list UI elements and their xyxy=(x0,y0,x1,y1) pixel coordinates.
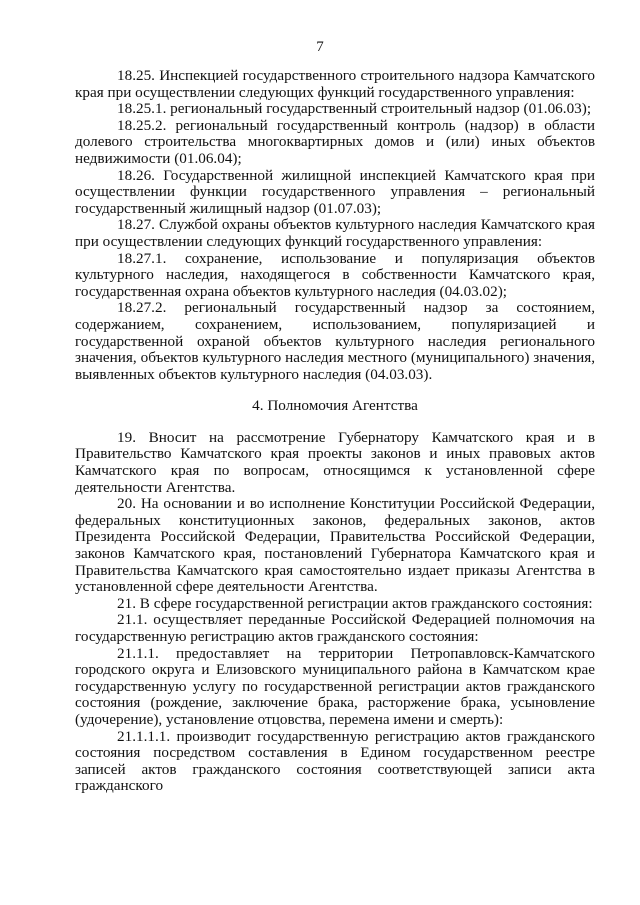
paragraph-18-27: 18.27. Службой охраны объектов культурного наследия Камчатского края при осуществлении следующих функций государственного управления: xyxy=(75,216,595,250)
page-number: 7 xyxy=(316,39,324,55)
document-body xyxy=(75,68,595,795)
section-heading: 4. Полномочия Агентства xyxy=(252,397,418,415)
paragraph-18-25: 18.25. Инспекцией государственного строительного надзора Камчатского края при осуществлении следующих функций государственного управления: xyxy=(75,67,595,101)
paragraph-18-27-1: 18.27.1. сохранение, использование и популяризация объектов культурного наследия, находящегося в собственности Камчатского края, государственная охрана объектов культурного наследия (04.03.02); xyxy=(75,249,595,300)
paragraph-18-25-2: 18.25.2. региональный государственный контроль (надзор) в области долевого строительства многоквартирных домов и (или) иных объектов недвижимости (01.06.04); xyxy=(75,116,595,167)
paragraph-19: 19. Вносит на рассмотрение Губернатору Камчатского края и в Правительство Камчатского края проекты законов и иных правовых актов Камчатского края по вопросам, относящимся к установленной сфере деятельности Агентства. xyxy=(75,428,595,496)
paragraph-21-1: 21.1. осуществляет переданные Российской Федерацией полномочия на государственную регистрацию актов гражданского состояния: xyxy=(75,611,595,645)
paragraph-21: 21. В сфере государственной регистрации актов гражданского состояния: xyxy=(117,594,593,612)
paragraph-18-25-1: 18.25.1. региональный государственный строительный надзор (01.06.03); xyxy=(117,100,592,118)
paragraph-18-27-2: 18.27.2. региональный государственный надзор за состоянием, содержанием, сохранением, использованием, популяризацией и государственной охраной объектов культурного наследия регионального значения, объектов культурного наследия местного (муниципального) значения, выявленных объектов культурного наследия (04.03.03). xyxy=(75,299,595,383)
paragraph-20: 20. На основании и во исполнение Конституции Российской Федерации, федеральных конституционных законов, федеральных законов, актов Президента Российской Федерации, Правительства Российской Федерации, законов Камчатского края, постановлений Губернатора Камчатского края и Правительства Камчатского края самостоятельно издает приказы Агентства в установленной сфере деятельности Агентства. xyxy=(75,495,595,596)
paragraph-21-1-1-1: 21.1.1.1. производит государственную регистрацию актов гражданского состояния посредством составления в Едином государственном реестре записей актов гражданского состояния соответствующей записи акта гражданского xyxy=(75,727,595,795)
paragraph-18-26: 18.26. Государственной жилищной инспекцией Камчатского края при осуществлении функции государственного управления – региональный государственный жилищный надзор (01.07.03); xyxy=(75,166,595,217)
paragraph-21-1-1: 21.1.1. предоставляет на территории Петропавловск-Камчатского городского округа и Елизовского муниципального района в Камчатском крае государственную услугу по государственной регистрации актов гражданского состояния (рождение, заключение брака, расторжение брака, усыновление (удочерение), установление отцовства, перемена имени и смерть): xyxy=(75,644,595,728)
